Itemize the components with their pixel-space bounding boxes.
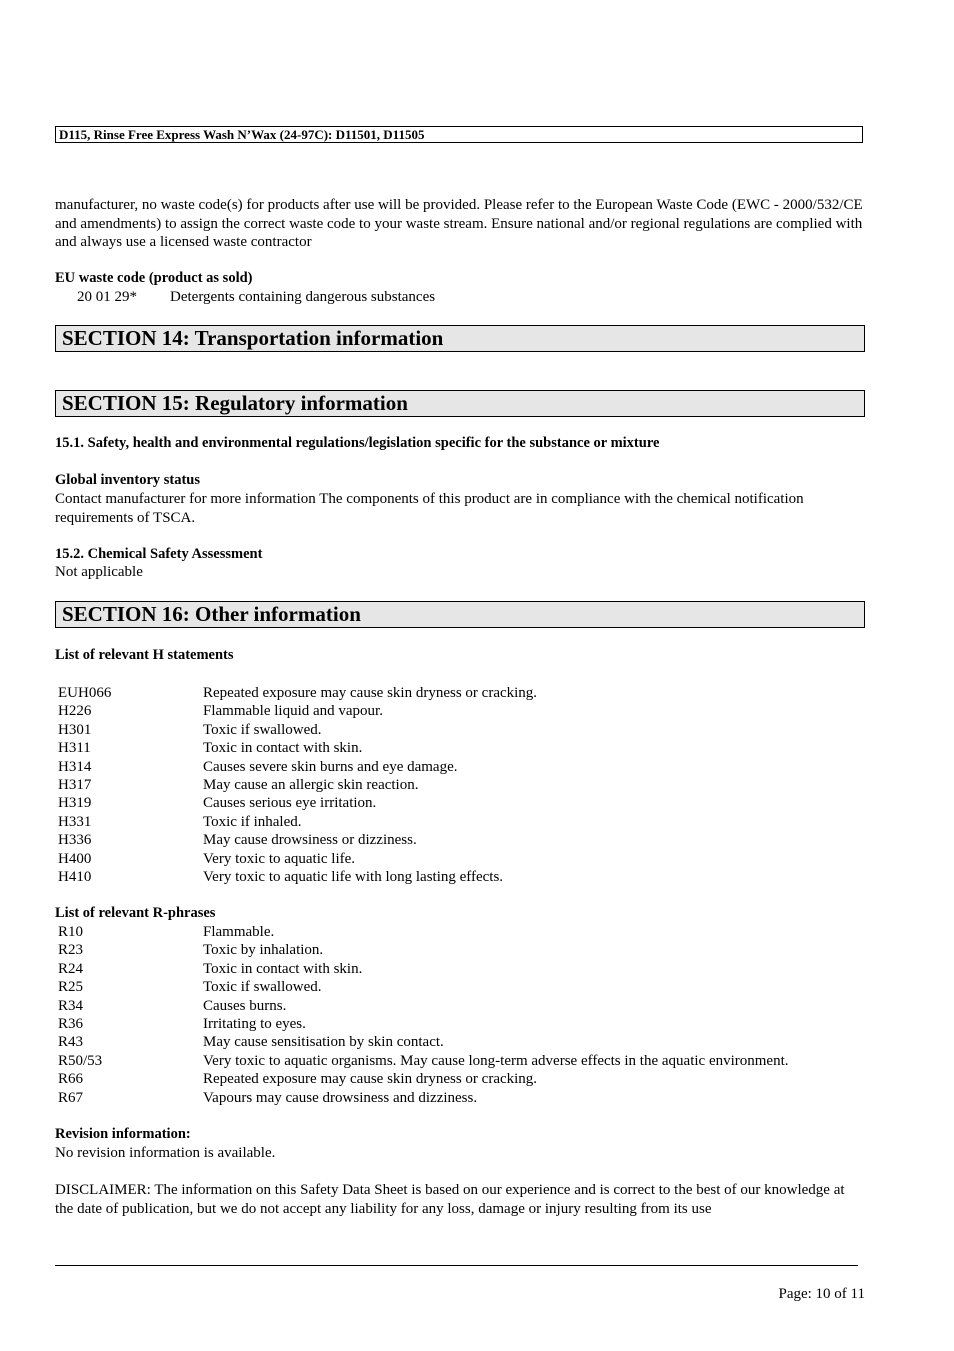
list-item: R50/53 Very toxic to aquatic organisms. May cause long-term adverse effects in the aquatic environment. [58, 1052, 789, 1069]
section-15-title: SECTION 15: Regulatory information [55, 390, 865, 417]
page-number: Page: 10 of 11 [778, 1286, 865, 1302]
list-item: H319 Causes serious eye irritation. [58, 795, 377, 812]
eu-waste-code-description: Detergents containing dangerous substances [170, 289, 436, 305]
list-item: EUH066 Repeated exposure may cause skin dryness or cracking. [58, 685, 538, 701]
revision-information-label: Revision information: [55, 1126, 191, 1142]
global-inventory-text: Contact manufacturer for more information The components of this product are in compliance with the chemical notification requirements of TSCA. [55, 491, 804, 526]
revision-information-text: No revision information is available. [55, 1145, 276, 1161]
section-15-1-title: 15.1. Safety, health and environmental regulations/legislation specific for the substance or mixture [55, 435, 660, 451]
list-item: R24 Toxic in contact with skin. [58, 960, 363, 977]
r-phrases-label: List of relevant R-phrases [55, 905, 216, 921]
section-15-2-title: 15.2. Chemical Safety Assessment [55, 546, 263, 562]
list-item: H301 Toxic if swallowed. [58, 721, 322, 738]
r-phrases-list [58, 923, 864, 1107]
list-item: H311 Toxic in contact with skin. [58, 740, 363, 757]
list-item: H314 Causes severe skin burns and eye damage. [58, 758, 458, 775]
eu-waste-code-label: EU waste code (product as sold) [55, 270, 253, 286]
list-item: H400 Very toxic to aquatic life. [58, 850, 356, 867]
list-item: R25 Toxic if swallowed. [58, 979, 322, 996]
list-item: R34 Causes burns. [58, 997, 287, 1014]
disclaimer-text: DISCLAIMER: The information on this Safety Data Sheet is based on our experience and is correct to the best of our knowledge at the date of publication, but we do not accept any liability for any loss, damage or injury resulting from its use [55, 1182, 845, 1217]
h-statements-label: List of relevant H statements [55, 647, 234, 663]
list-item: R10 Flammable. [58, 924, 275, 940]
waste-disposal-text: manufacturer, no waste code(s) for products after use will be provided. Please refer to the European Waste Code (EWC - 2000/532/CE and amendments) to assign the correct waste code to your waste stream. Ensure national and/or regional regulations are complied with and always use a licensed waste contractor [55, 197, 863, 250]
list-item: R66 Repeated exposure may cause skin dryness or cracking. [58, 1071, 538, 1088]
global-inventory-label: Global inventory status [55, 472, 201, 488]
list-item: H317 May cause an allergic skin reaction. [58, 776, 419, 793]
footer-divider [55, 1265, 858, 1266]
document-header: D115, Rinse Free Express Wash N’Wax (24-97C): D11501, D11505 [55, 126, 863, 143]
list-item: R36 Irritating to eyes. [58, 1015, 306, 1032]
section-16-title: SECTION 16: Other information [55, 601, 865, 628]
list-item: R43 May cause sensitisation by skin contact. [58, 1034, 444, 1051]
list-item: H226 Flammable liquid and vapour. [58, 703, 383, 720]
chemical-safety-assessment-text: Not applicable [55, 564, 143, 580]
list-item: R67 Vapours may cause drowsiness and dizziness. [58, 1089, 478, 1106]
list-item: H331 Toxic if inhaled. [58, 813, 302, 830]
list-item: H410 Very toxic to aquatic life with long lasting effects. [58, 868, 504, 885]
list-item: R23 Toxic by inhalation. [58, 942, 324, 959]
eu-waste-code: 20 01 29* [77, 289, 137, 305]
h-statements-list [58, 684, 864, 886]
section-14-title: SECTION 14: Transportation information [55, 325, 865, 352]
list-item: H336 May cause drowsiness or dizziness. [58, 832, 417, 849]
